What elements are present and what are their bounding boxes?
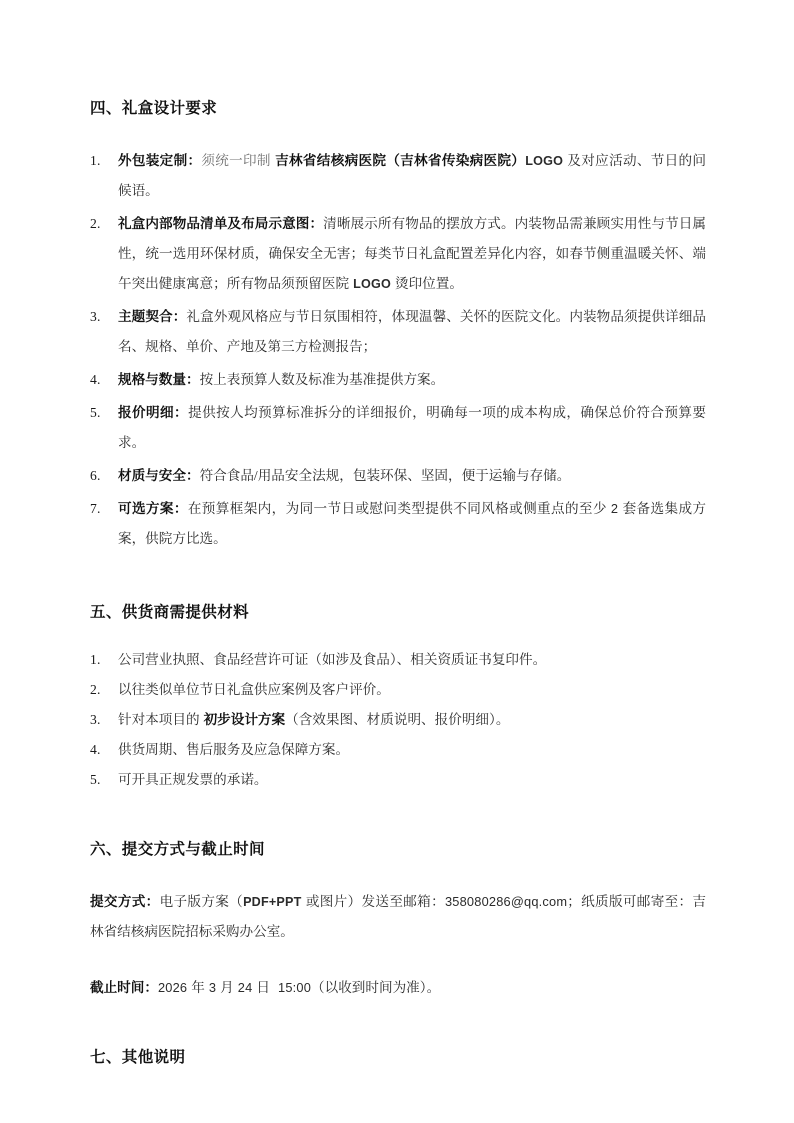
item-body-b: （含效果图、材质说明、报价明细）。 bbox=[285, 712, 510, 728]
list-marker: 5. bbox=[90, 404, 101, 420]
list-item bbox=[90, 302, 706, 362]
deadline-day-unit: 日 bbox=[256, 980, 270, 996]
item-lead: 主题契合： bbox=[118, 308, 187, 324]
list-marker: 7. bbox=[90, 500, 101, 516]
submission-email: 358080286@qq.com bbox=[444, 894, 568, 910]
list-item bbox=[90, 146, 706, 206]
item-lead: 可选方案： bbox=[118, 500, 188, 516]
item-logo-token: LOGO bbox=[525, 153, 564, 168]
item-lead: 材质与安全： bbox=[118, 467, 200, 483]
item-body: 礼盒外观风格应与节日氛围相符，体现温馨、关怀的医院文化。内装物品须提供详细品名、规格、单价、产地及第三方检测报告； bbox=[118, 308, 707, 354]
list-item bbox=[90, 209, 706, 299]
deadline-year-unit: 年 bbox=[191, 980, 205, 996]
list-marker: 6. bbox=[90, 467, 101, 483]
item-lead: 外包装定制： bbox=[118, 152, 202, 168]
item-lead: 礼盒内部物品清单及布局示意图： bbox=[118, 215, 324, 231]
list-item bbox=[90, 765, 706, 795]
section-heading-submission: 六、提交方式与截止时间 bbox=[90, 841, 265, 859]
list-marker: 3. bbox=[90, 712, 101, 728]
list-item bbox=[90, 365, 706, 395]
submission-body-a: 电子版方案（ bbox=[159, 894, 244, 910]
list-item bbox=[90, 398, 706, 458]
deadline-label: 截止时间： bbox=[90, 980, 158, 996]
item-bold-mid: 初步设计方案 bbox=[203, 712, 286, 728]
list-marker: 1. bbox=[90, 652, 101, 668]
item-body-a: 清晰展示所有物品的摆放方式。内装物品需兼顾实用性与节日属性，统一选用环保材质，确保安全无害；每类节日礼盒配置差异化内容，如春节侧重温暖关怀、端午突出健康寓意；所有物品须预留医院 bbox=[118, 215, 707, 291]
item-body: 以往类似单位节日礼盒供应案例及客户评价。 bbox=[118, 682, 390, 698]
item-body: 按上表预算人数及标准为基准提供方案。 bbox=[199, 371, 445, 387]
list-item bbox=[90, 735, 706, 765]
deadline-note: （以收到时间为准）。 bbox=[311, 980, 441, 996]
gift-box-design-list bbox=[90, 146, 706, 554]
list-marker: 4. bbox=[90, 371, 101, 387]
item-mid-run: 吉林省结核病医院（吉林省传染病医院） bbox=[274, 152, 526, 168]
section-heading-other-notes: 七、其他说明 bbox=[90, 1049, 186, 1067]
item-count-token: 2 bbox=[610, 500, 619, 516]
document-content bbox=[90, 0, 706, 1069]
item-body-b: 烫印位置。 bbox=[394, 275, 463, 291]
list-item bbox=[90, 705, 706, 735]
item-lead: 报价明细： bbox=[118, 404, 189, 420]
section-heading-gift-box-design: 四、礼盒设计要求 bbox=[90, 100, 218, 117]
item-body-a: 针对本项目的 bbox=[118, 712, 200, 728]
deadline-time: 15:00 bbox=[278, 980, 312, 996]
item-body: 供货周期、售后服务及应急保障方案。 bbox=[118, 742, 350, 758]
item-lead: 规格与数量： bbox=[118, 371, 200, 387]
list-marker: 2. bbox=[90, 682, 101, 698]
deadline-year: 2026 bbox=[157, 980, 188, 996]
item-tail: 及对应活动、节日的问候语。 bbox=[118, 152, 707, 198]
item-logo-token: LOGO bbox=[353, 276, 391, 291]
list-item bbox=[90, 494, 706, 554]
item-body: 可开具正规发票的承诺。 bbox=[118, 772, 268, 788]
item-body: 公司营业执照、食品经营许可证（如涉及食品）、相关资质证书复印件。 bbox=[118, 652, 547, 668]
list-item bbox=[90, 461, 706, 491]
submission-method-label: 提交方式： bbox=[90, 894, 160, 910]
supplier-materials-list bbox=[90, 645, 706, 795]
list-marker: 5. bbox=[90, 772, 101, 788]
deadline-month: 3 bbox=[208, 980, 217, 996]
submission-method-paragraph bbox=[90, 887, 706, 947]
list-item bbox=[90, 645, 706, 675]
deadline-day: 24 bbox=[237, 980, 253, 996]
submission-body-b: 或图片）发送至邮箱： bbox=[305, 894, 445, 910]
list-item bbox=[90, 675, 706, 705]
deadline-month-unit: 月 bbox=[220, 980, 234, 996]
section-heading-supplier-materials: 五、供货商需提供材料 bbox=[90, 603, 250, 621]
submission-file-format: PDF+PPT bbox=[243, 895, 302, 910]
list-marker: 4. bbox=[90, 742, 101, 758]
item-gray-run: 须统一印制 bbox=[201, 152, 271, 168]
item-body: 符合食品/用品安全法规，包装环保、坚固，便于运输与存储。 bbox=[199, 467, 571, 483]
item-body-b: 套备选集成方案，供院方比选。 bbox=[118, 500, 707, 546]
submission-body-c: ；纸质版可邮寄至：吉林省结核病医院招标采购办公室。 bbox=[90, 894, 707, 940]
item-body-a: 在预算框架内，为同一节日或慰问类型提供不同风格或侧重点的至少 bbox=[187, 500, 607, 516]
list-marker: 2. bbox=[90, 215, 101, 231]
item-body: 提供按人均预算标准拆分的详细报价，明确每一项的成本构成，确保总价符合预算要求。 bbox=[118, 404, 707, 450]
list-marker: 1. bbox=[90, 152, 101, 168]
list-marker: 3. bbox=[90, 308, 101, 324]
deadline-paragraph bbox=[90, 973, 706, 1003]
